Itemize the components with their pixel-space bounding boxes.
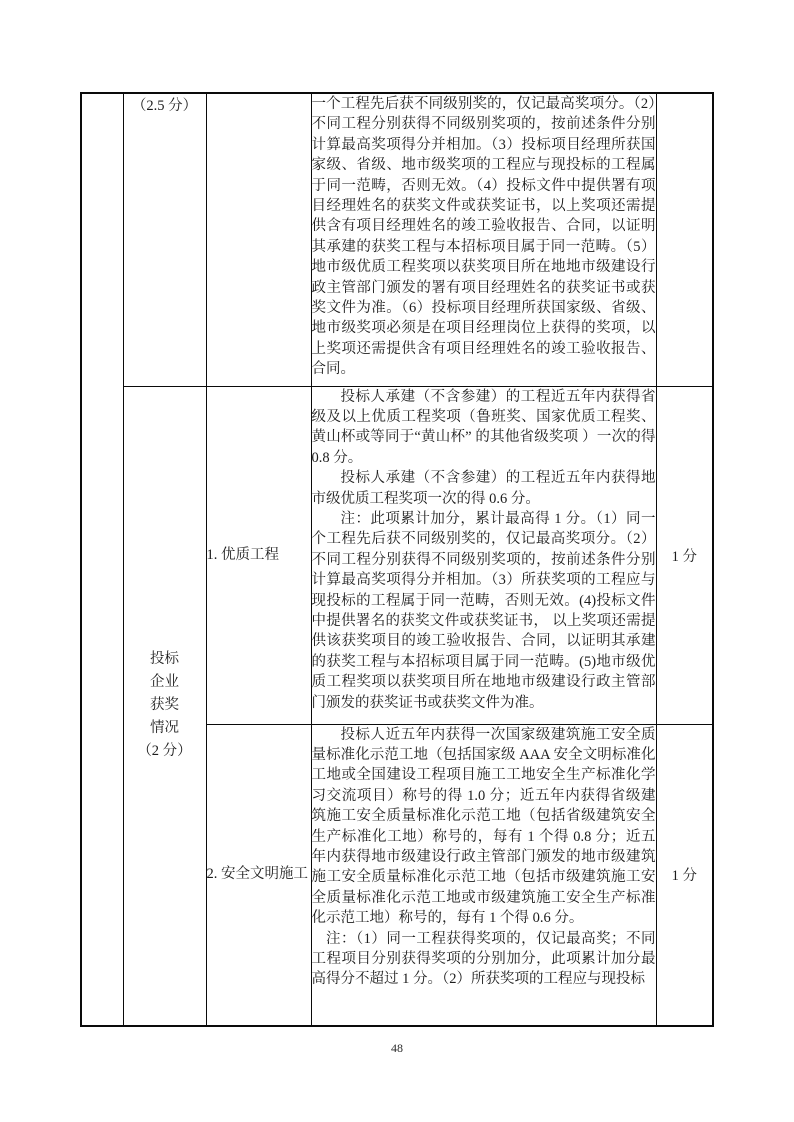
table-cell-points-quality-project bbox=[656, 386, 713, 724]
page-number: 48 bbox=[391, 1041, 403, 1055]
table-cell-item-empty bbox=[206, 93, 311, 386]
table-cell-item-safety-construction bbox=[206, 724, 311, 1026]
table-cell-description-continued bbox=[311, 93, 656, 386]
table-cell-points-safety-construction bbox=[656, 724, 713, 1026]
table-row-quality-project bbox=[81, 386, 713, 724]
item-label: 2. 安全文明施工 bbox=[206, 866, 308, 883]
prev-category-score-label: （2.5 分） bbox=[131, 98, 198, 114]
category-line: 情况 bbox=[150, 720, 179, 737]
category-line: （2 分） bbox=[137, 743, 192, 760]
points-value: 1 分 bbox=[671, 548, 697, 565]
table-cell-category-bidder-awards bbox=[123, 386, 206, 1026]
category-line: 企业 bbox=[150, 674, 179, 691]
points-value: 1 分 bbox=[671, 868, 697, 885]
table-cell-description-quality-project bbox=[311, 386, 656, 724]
description-paragraph: 投标人近五年内获得一次国家级建筑施工安全质量标准化示范工地（包括国家级 AAA 安全文明标准化工地或全国建设工程项目施工工地安全生产标准化学习交流项目）称号的得 1.0 分；近五年内获得省级建筑施工安全质量标准化示范工地（包括省级建筑安全生产标准化工地）称号的，每有 1 个得 0.8 分；近五年内获得地市级建设行政主管部门颁发的地市级建筑施工安全质量标准化示范工地（包括市级建筑施工安全质量标准化示范工地或市级建筑施工安全生产标准化示范工地）称号的，每有 1 个得 0.6 分。 bbox=[311, 726, 656, 927]
category-line: 投标 bbox=[150, 651, 179, 668]
description-note-paragraph: 注：（1）同一工程获得奖项的，仅记最高奖；不同工程项目分别获得奖项的分别加分，此项累计加分最高得分不超过 1 分。（2）所获奖项的工程应与现投标 bbox=[311, 930, 656, 988]
description-paragraph: 投标人承建（不含参建）的工程近五年内获得地市级优质工程奖项一次的得 0.6 分。 bbox=[311, 470, 656, 507]
table-row-continued-criterion bbox=[81, 93, 713, 386]
description-paragraph: 一个工程先后获不同级别奖的，仅记最高奖项分。（2）不同工程分别获得不同级别奖项的，按前述条件分别计算最高奖项得分并相加。（3）投标项目经理所获国家级、省级、地市级奖项的工程应与现投标的工程属于同一范畴，否则无效。（4）投标文件中提供署有项目经理姓名的获奖文件或获奖证书，以上奖项还需提供含有项目经理姓名的竣工验收报告、合同，以证明其承建的获奖工程与本招标项目属于同一范畴。（5）地市级优质工程奖项以获奖项目所在地地市级建设行政主管部门颁发的署有项目经理姓名的获奖证书或获奖文件为准。（6）投标项目经理所获国家级、省级、地市级奖项必须是在项目经理岗位上获得的奖项，以上奖项还需提供含有项目经理姓名的竣工验收报告、合同。 bbox=[311, 96, 656, 378]
description-paragraph: 投标人承建（不含参建）的工程近五年内获得省级及以上优质工程奖项（鲁班奖、国家优质工程奖、黄山杯或等同于“黄山杯” 的其他省级奖项 ）一次的得 0.8 分。 bbox=[311, 388, 656, 466]
table-cell-item-quality-project bbox=[206, 386, 311, 724]
description-note-paragraph: 注：此项累计加分，累计最高得 1 分。（1）同一个工程先后获不同级别奖的，仅记最高奖项分。（2）不同工程分别获得不同级别奖项的，按前述条件分别计算最高奖项得分并相加。（3）所获奖项的工程应与现投标的工程属于同一范畴，否则无效。(4)投标文件中提供署名的获奖文件或获奖证书， 以上奖项还需提供该获奖项目的竣工验收报告、合同，以证明其承建的获奖工程与本招标项目属于同一范畴。(5)地市级优质工程奖项以获奖项目所在地地市级建设行政主管部门颁发的获奖证书或获奖文件为准。 bbox=[311, 510, 656, 711]
item-label: 1. 优质工程 bbox=[206, 546, 279, 563]
table-cell-description-safety-construction bbox=[311, 724, 656, 1026]
evaluation-criteria-table bbox=[80, 92, 714, 1027]
table-cell-points-empty bbox=[656, 93, 713, 386]
table-cell-prev-category-score bbox=[123, 93, 206, 386]
category-line: 获奖 bbox=[150, 697, 179, 714]
table-cell-left-margin-column bbox=[81, 93, 123, 1026]
